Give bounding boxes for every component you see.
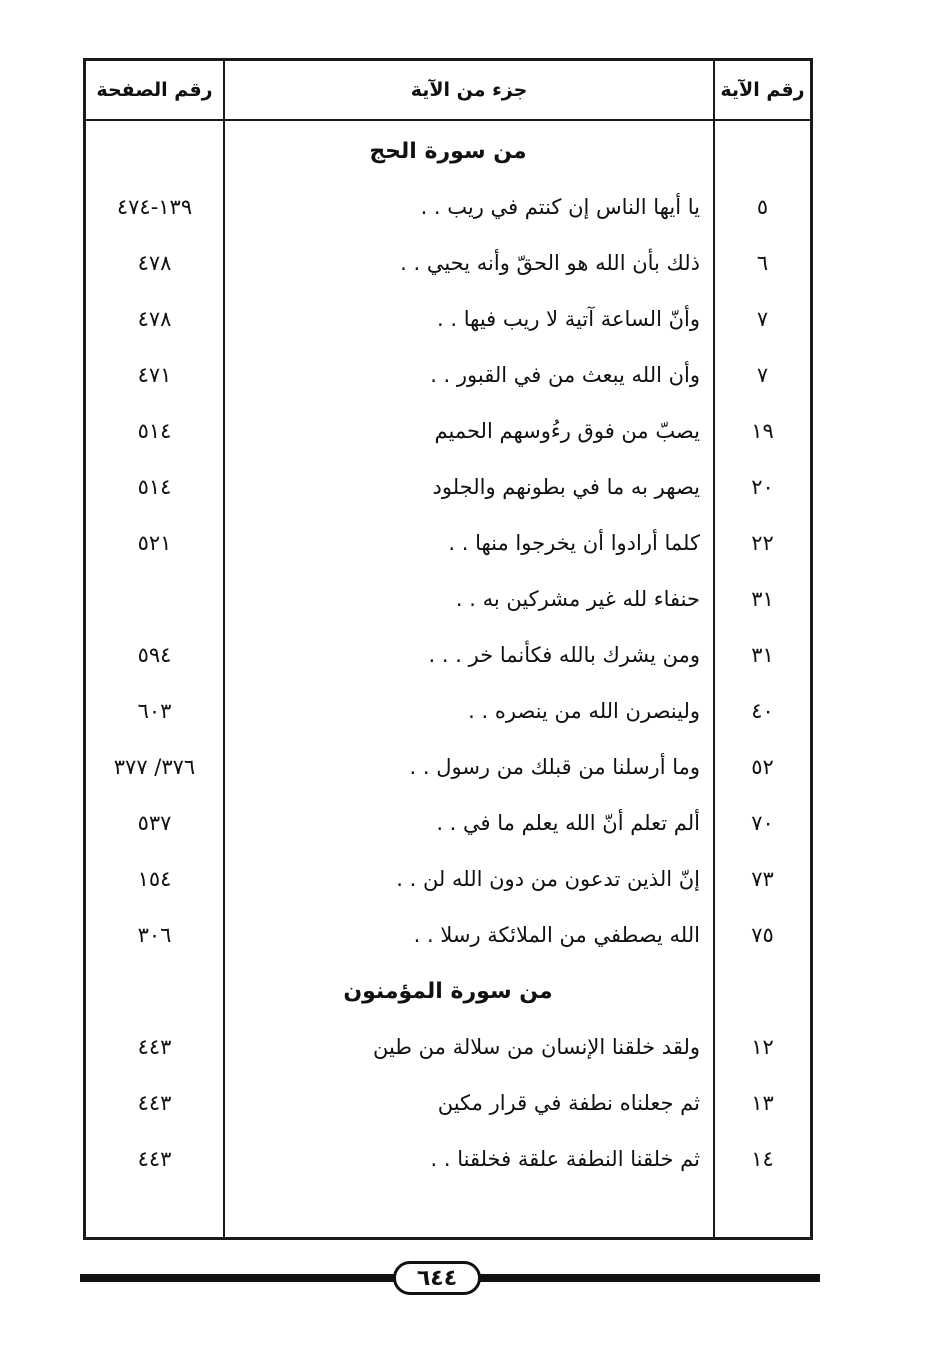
verse-excerpt: الله يصطفي من الملائكة رسلا . . [413,923,700,947]
verse-excerpt: إنّ الذين تدعون من دون الله لن . . [396,867,700,891]
page-reference: ٥٣٧ [137,811,172,835]
table-row [86,179,810,235]
page-reference: ٥١٤ [137,475,172,499]
verse-number: ٤٠ [751,699,774,723]
verse-number-header: رقم الآية [720,79,805,101]
sura-heading: من سورة المؤمنون [343,978,553,1004]
table-row [86,851,810,907]
table-row [86,347,810,403]
verse-number: ٣١ [751,643,774,667]
verse-excerpt: ثم جعلناه نطفة في قرار مكين [437,1091,700,1115]
verse-excerpt: ومن يشرك بالله فكأنما خر . . . [428,643,700,667]
verse-number: ٧ [756,363,769,387]
verse-number: ٥٢ [751,755,774,779]
verse-number: ٧٠ [751,811,774,835]
verse-excerpt: يا أيها الناس إن كنتم في ريب . . [420,195,700,219]
index-table [83,58,813,1240]
page-reference: ٤٤٣ [137,1035,172,1059]
page-reference: ٤٧٨ [137,251,172,275]
verse-number: ٢٢ [751,531,774,555]
page-reference: ٥٢١ [137,531,172,555]
header-divider [86,119,810,121]
table-row [86,683,810,739]
table-row [86,739,810,795]
page-reference: ٦٠٣ [137,699,172,723]
verse-excerpt: ولقد خلقنا الإنسان من سلالة من طين [372,1035,700,1059]
verse-excerpt: ثم خلقنا النطفة علقة فخلقنا . . [430,1147,700,1171]
page-reference: ١٣٩-٤٧٤ [116,195,193,219]
verse-excerpt: ألم تعلم أنّ الله يعلم ما في . . [436,811,700,835]
sura-heading: من سورة الحج [369,138,527,164]
verse-number: ٥ [756,195,769,219]
page-reference: ١٥٤ [137,867,172,891]
table-row [86,907,810,963]
page-reference: ٣٧٦/ ٣٧٧ [113,755,196,779]
verse-excerpt: يصبّ من فوق رءُوسهم الحميم [434,419,700,443]
page-reference: ٤٤٣ [137,1091,172,1115]
table-row [86,571,810,627]
verse-number: ٧٣ [751,867,774,891]
verse-excerpt: ذلك بأن الله هو الحقّ وأنه يحيي . . [400,251,700,275]
page-reference: ٤٧١ [137,363,172,387]
verse-number: ١٣ [751,1091,774,1115]
verse-excerpt: كلما أرادوا أن يخرجوا منها . . [448,531,700,555]
page-reference: ٤٤٣ [137,1147,172,1171]
table-row [86,235,810,291]
verse-excerpt: وأن الله يبعث من في القبور . . [430,363,700,387]
verse-number: ٧ [756,307,769,331]
table-row [86,403,810,459]
verse-part-header: جزء من الآية [410,79,528,101]
verse-excerpt: حنفاء لله غير مشركين به . . [455,587,700,611]
table-row [86,515,810,571]
table-row [86,627,810,683]
page-reference: ٥١٤ [137,419,172,443]
verse-number: ١٢ [751,1035,774,1059]
verse-excerpt: يصهر به ما في بطونهم والجلود [432,475,700,499]
verse-number: ١٩ [751,419,774,443]
verse-number: ١٤ [751,1147,774,1171]
page-reference: ٣٠٦ [137,923,172,947]
page-number-header: رقم الصفحة [96,79,213,101]
page-reference [86,571,223,627]
table-row [86,1131,810,1187]
verse-number: ٣١ [751,587,774,611]
table-row [86,291,810,347]
page-reference: ٤٧٨ [137,307,172,331]
verse-excerpt: وأنّ الساعة آتية لا ريب فيها . . [437,307,700,331]
table-row [86,1019,810,1075]
verse-number: ٧٥ [751,923,774,947]
table-row [86,795,810,851]
verse-number: ٦ [756,251,769,275]
table-row [86,1075,810,1131]
table-row [86,459,810,515]
page-number: ٦٤٤ [393,1261,481,1295]
verse-excerpt: وما أرسلنا من قبلك من رسول . . [409,755,700,779]
page-reference: ٥٩٤ [137,643,172,667]
verse-number: ٢٠ [751,475,774,499]
verse-excerpt: ولينصرن الله من ينصره . . [468,699,700,723]
